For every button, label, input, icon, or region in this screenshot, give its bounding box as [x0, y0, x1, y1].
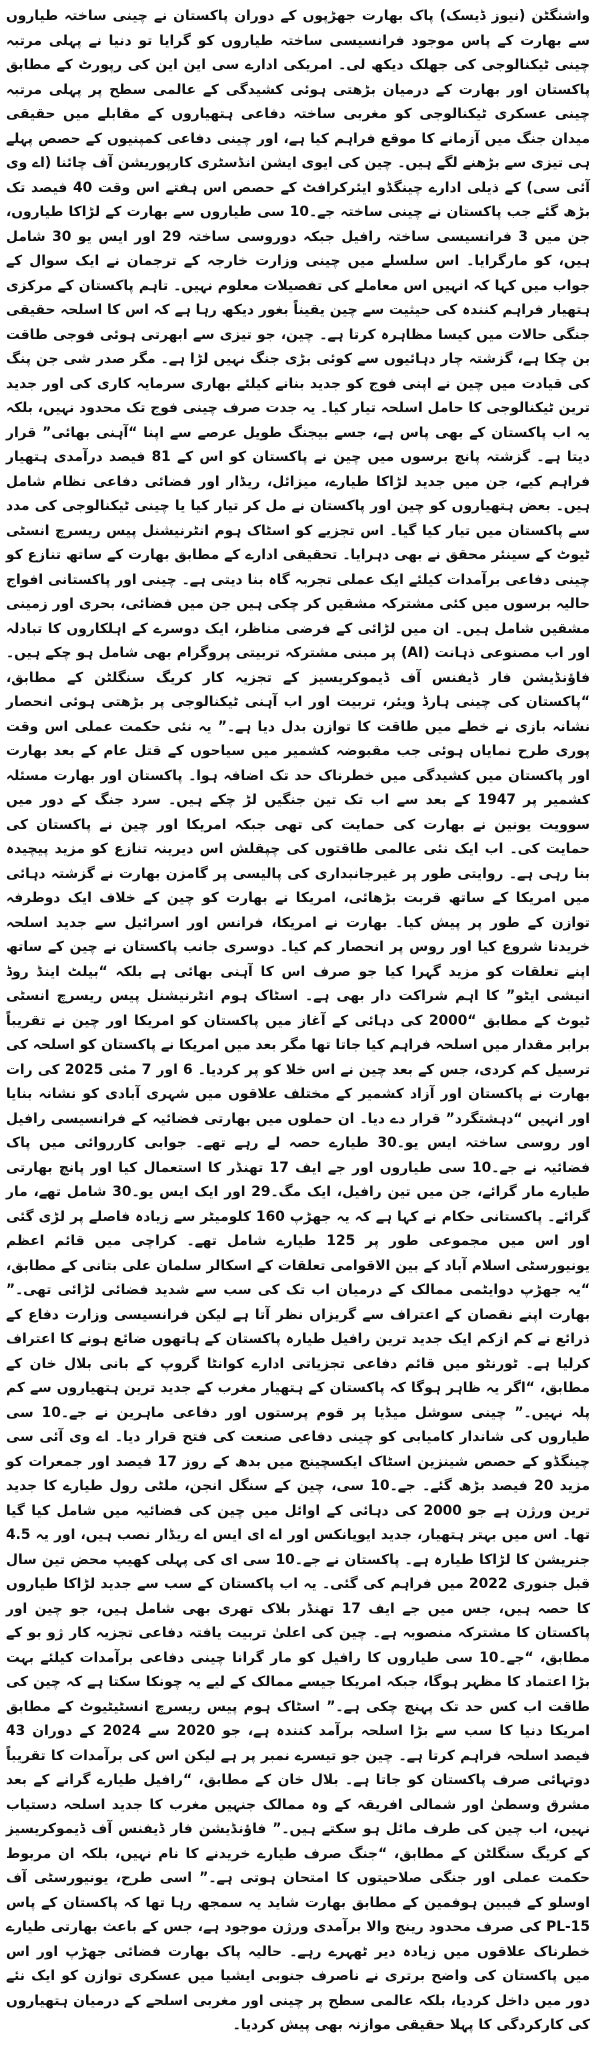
article-paragraph	[6, 4, 590, 2038]
article-text: واشنگٹن (نیوز ڈیسک) پاک بھارت جھڑپوں کے دوران پاکستان نے چینی ساختہ طیاروں سے بھارت کے پاس موجود فرانسیسی ساختہ طیاروں کو گرایا تو دنیا نے پہلی مرتبہ چینی ٹیکنالوجی کی جھلک دیکھ لی۔ امریکی ادارے سی این این کی رپورٹ کے مطابق پاکستان اور بھارت کے درمیان بڑھتی ہوئی کشیدگی کے عالمی سطح پر پہلی مرتبہ چینی عسکری ٹیکنالوجی کو مغربی ساختہ دفاعی ہتھیاروں کے مقابلے میں حقیقی میدان جنگ میں آزمانے کا موقع فراہم کیا ہے، اور چینی دفاعی کمپنیوں کے حصص پہلے ہی تیزی سے بڑھنے لگے ہیں۔ چین کی ایوی ایشن انڈسٹری کارپوریشن آف چائنا (اے وی آئی سی) کے ذیلی ادارے چینگڈو ایئرکرافٹ کے حصص اس ہفتے اس وقت 40 فیصد تک بڑھ گئے جب پاکستان نے چینی ساختہ جے۔10 سی طیاروں سے بھارت کے لڑاکا طیاروں، جن میں 3 فرانسیسی ساختہ رافیل جبکہ دوروسی ساختہ 29 اور ایس یو 30 شامل ہیں، کو مارگرایا۔ اس سلسلے میں چینی وزارت خارجہ کے ترجمان نے ایک سوال کے جواب میں کہا کہ انہیں اس معاملے کی تفصیلات معلوم نہیں۔ تاہم پاکستان کے مرکزی ہتھیار فراہم کنندہ کی حیثیت سے چین یقیناً بغور دیکھ رہا ہے کہ اس کا اسلحہ حقیقی جنگی حالات میں کیسا مظاہرہ کرتا ہے۔ چین، جو تیزی سے ابھرتی ہوئی فوجی طاقت بن چکا ہے، گزشتہ چار دہائیوں سے کوئی بڑی جنگ نہیں لڑا ہے۔ مگر صدر شی جن پنگ کی قیادت میں چین نے اپنی فوج کو جدید بنانے کیلئے بھاری سرمایہ کاری کی اور جدید ترین ٹیکنالوجی کا حامل اسلحہ تیار کیا۔ یہ جدت صرف چینی فوج تک محدود نہیں، بلکہ یہ اب پاکستان کے بھی پاس ہے، جسے بیجنگ طویل عرصے سے اپنا “آہنی بھائی” قرار دیتا ہے۔ گزشتہ پانچ برسوں میں چین نے پاکستان کو اس کے 81 فیصد درآمدی ہتھیار فراہم کیے، جن میں جدید لڑاکا طیارے، میزائل، ریڈار اور فضائی دفاعی نظام شامل ہیں۔ بعض ہتھیاروں کو چین اور پاکستان نے مل کر تیار کیا یا چینی ٹیکنالوجی کی مدد سے پاکستان میں تیار کیا گیا۔ اس تجزیے کو اسٹاک ہوم انٹرنیشنل پیس ریسرچ انسٹی ٹیوٹ کے سینئر محقق نے بھی دہرایا۔ تحقیقی ادارے کے مطابق بھارت کے ساتھ تنازع کو چینی دفاعی برآمدات کیلئے ایک عملی تجربہ گاہ بنا دیتی ہے۔ چینی اور پاکستانی افواج حالیہ برسوں میں کئی مشترکہ مشقیں کر چکی ہیں جن میں فضائی، بحری اور زمینی مشقیں شامل ہیں۔ ان میں لڑائی کے فرضی مناظر، ایک دوسرے کے اہلکاروں کا تبادلہ اور اب مصنوعی ذہانت (AI) پر مبنی مشترکہ تربیتی پروگرام بھی شامل ہو چکے ہیں۔ فاؤنڈیشن فار ڈیفنس آف ڈیموکریسیز کے تجزیہ کار کریگ سنگلٹن کے مطابق، “پاکستان کی چینی ہارڈ ویئر، تربیت اور اب آہنی ٹیکنالوجی پر بڑھتی ہوئی انحصار نشانہ بازی نے خطے میں طاقت کا توازن بدل دیا ہے۔” یہ نئی حکمت عملی اس وقت پوری طرح نمایاں ہوئی جب مقبوضہ کشمیر میں سیاحوں کے قتل عام کے بعد بھارت اور پاکستان میں کشیدگی میں خطرناک حد تک اضافہ ہوا۔ پاکستان اور بھارت مسئلہ کشمیر پر 1947 کے بعد سے اب تک تین جنگیں لڑ چکے ہیں۔ سرد جنگ کے دور میں سوویت یونین نے بھارت کی حمایت کی تھی جبکہ امریکا اور چین نے پاکستان کی حمایت کی۔ اب ایک نئی عالمی طاقتوں کی چپقلش اس دیرینہ تنازع کو مزید پیچیدہ بنا رہی ہے۔ روایتی طور پر غیرجانبداری کی پالیسی پر گامزن بھارت نے گزشتہ دہائی میں امریکا کے ساتھ قربت بڑھائی، امریکا نے بھارت کو چین کے خلاف ایک دوطرفہ توازن کے طور پر پیش کیا۔ بھارت نے امریکا، فرانس اور اسرائیل سے جدید اسلحہ خریدنا شروع کیا اور روس پر انحصار کم کیا۔ دوسری جانب پاکستان نے چین کے ساتھ اپنے تعلقات کو مزید گہرا کیا جو صرف اس کا آہنی بھائی ہے بلکہ “بیلٹ اینڈ روڈ انیشی ایٹو” کا اہم شراکت دار بھی ہے۔ اسٹاک ہوم انٹرنیشنل پیس ریسرچ انسٹی ٹیوٹ کے مطابق “2000 کی دہائی کے آغاز میں پاکستان کو امریکا اور چین نے تقریباً برابر مقدار میں اسلحہ فراہم کیا جاتا تھا مگر بعد میں امریکا نے پاکستان کو اسلحہ کی ترسیل کم کردی، جس کے بعد چین نے اس خلا کو پر کردیا۔ 6 اور 7 مئی 2025 کی رات بھارت نے پاکستان اور آزاد کشمیر کے مختلف علاقوں میں شہری آبادی کو نشانہ بنایا اور انہیں “دہشتگرد” قرار دے دیا۔ ان حملوں میں بھارتی فضائیہ کے فرانسیسی رافیل اور روسی ساختہ ایس یو۔30 طیارے حصہ لے رہے تھے۔ جوابی کارروائی میں پاک فضائیہ نے جے۔10 سی طیاروں اور جے ایف 17 تھنڈر کا استعمال کیا اور پانچ بھارتی طیارے مار گرائے، جن میں تین رافیل، ایک مگ۔29 اور ایک ایس یو۔30 شامل تھے، مار گرائے۔ پاکستانی حکام نے کہا ہے کہ یہ جھڑپ 160 کلومیٹر سے زیادہ فاصلے پر لڑی گئی اور اس میں مجموعی طور پر 125 طیارے شامل تھے۔ کراچی میں قائم اعظم یونیورسٹی اسلام آباد کے بین الاقوامی تعلقات کے اسکالر سلمان علی بتانی کے مطابق، “یہ جھڑپ دوایٹمی ممالک کے درمیان اب تک کی سب سے شدید فضائی لڑائی تھی۔” بھارت اپنے نقصان کے اعتراف سے گریزاں نظر آتا ہے لیکن فرانسیسی وزارت دفاع کے ذرائع نے کم ازکم ایک جدید ترین رافیل طیارہ پاکستان کے ہاتھوں ضائع ہونے کا اعتراف کرلیا ہے۔ ٹورنٹو میں قائم دفاعی تجزیاتی ادارے کوانٹا گروپ کے بانی بلال خان کے مطابق، “اگر یہ ظاہر ہوگا کہ پاکستان کے ہتھیار مغرب کے جدید ترین ہتھیاروں سے کم پلہ نہیں۔” چینی سوشل میڈیا پر قوم پرستوں اور دفاعی ماہرین نے جے۔10 سی طیاروں کی شاندار کامیابی کو چینی دفاعی صنعت کی فتح قرار دیا۔ اے وی آئی سی چینگڈو کے حصص شینزین اسٹاک ایکسچینج میں بدھ کے روز 17 فیصد اور جمعرات کو مزید 20 فیصد بڑھ گئے۔ جے۔10 سی، چین کے سنگل انجن، ملٹی رول طیارے کا جدید ترین ورژن ہے جو 2000 کی دہائی کے اوائل میں چین کی فضائیہ میں شامل کیا گیا تھا۔ اس میں بہتر ہتھیار، جدید ایویانکس اور اے ای ایس اے ریڈار نصب ہیں، اور یہ 4.5 جنریشن کا لڑاکا طیارہ ہے۔ پاکستان نے جے۔10 سی ای کی پہلی کھیپ محض تین سال قبل جنوری 2022 میں فراہم کی گئی۔ یہ اب پاکستان کے سب سے جدید لڑاکا طیاروں کا حصہ ہیں، جس میں جے ایف 17 تھنڈر بلاک تھری بھی شامل ہیں، جو چین اور پاکستان کا مشترکہ منصوبہ ہے۔ چین کی اعلیٰ تربیت یافتہ دفاعی تجزیہ کار ژو بو کے مطابق، “جے۔10 سی طیاروں کا رافیل کو مار گرانا چینی دفاعی برآمدات کیلئے بہت بڑا اعتماد کا مظہر ہوگا، جبکہ امریکا جیسے ممالک کے لیے یہ چونکا سکتا ہے کہ چین کی طاقت اب کس حد تک پہنچ چکی ہے۔” اسٹاک ہوم پیس ریسرچ انسٹیٹیوٹ کے مطابق امریکا دنیا کا سب سے بڑا اسلحہ برآمد کنندہ ہے، جو 2020 سے 2024 کے دوران 43 فیصد اسلحہ فراہم کرتا ہے۔ چین جو تیسرے نمبر پر ہے لیکن اس کی برآمدات کا تقریباً دوتہائی صرف پاکستان کو جاتا ہے۔ بلال خان کے مطابق، “رافیل طیارے گرانے کے بعد مشرق وسطیٰ اور شمالی افریقہ کے وہ ممالک جنہیں مغرب کا جدید اسلحہ دستیاب نہیں، اب چین کی طرف مائل ہو سکتے ہیں۔” فاؤنڈیشن فار ڈیفنس آف ڈیموکریسیز کے کریگ سنگلٹن کے مطابق، “جنگ صرف طیارے خریدنے کا نام نہیں، بلکہ ان مربوط حکمت عملی اور جنگی صلاحیتوں کا امتحان ہوتی ہے۔” اسی طرح، یونیورسٹی آف اوسلو کے فیبین ہوفمین کے مطابق بھارت شاید یہ سمجھ رہا تھا کہ پاکستان کے پاس PL-15 کی صرف محدود رینج والا برآمدی ورژن موجود ہے، جس کے باعث بھارتی طیارے خطرناک علاقوں میں زیادہ دیر ٹھہرے رہے۔ حالیہ پاک بھارت فضائی جھڑپ اور اس میں پاکستان کی واضح برتری نے ناصرف جنوبی ایشیا میں عسکری توازن کو ایک نئے دور میں داخل کردیا، بلکہ عالمی سطح پر چینی اور مغربی اسلحے کے درمیان ہتھیاروں کی کارکردگی کا پہلا حقیقی موازنہ بھی پیش کردیا۔	[6, 8, 591, 2033]
